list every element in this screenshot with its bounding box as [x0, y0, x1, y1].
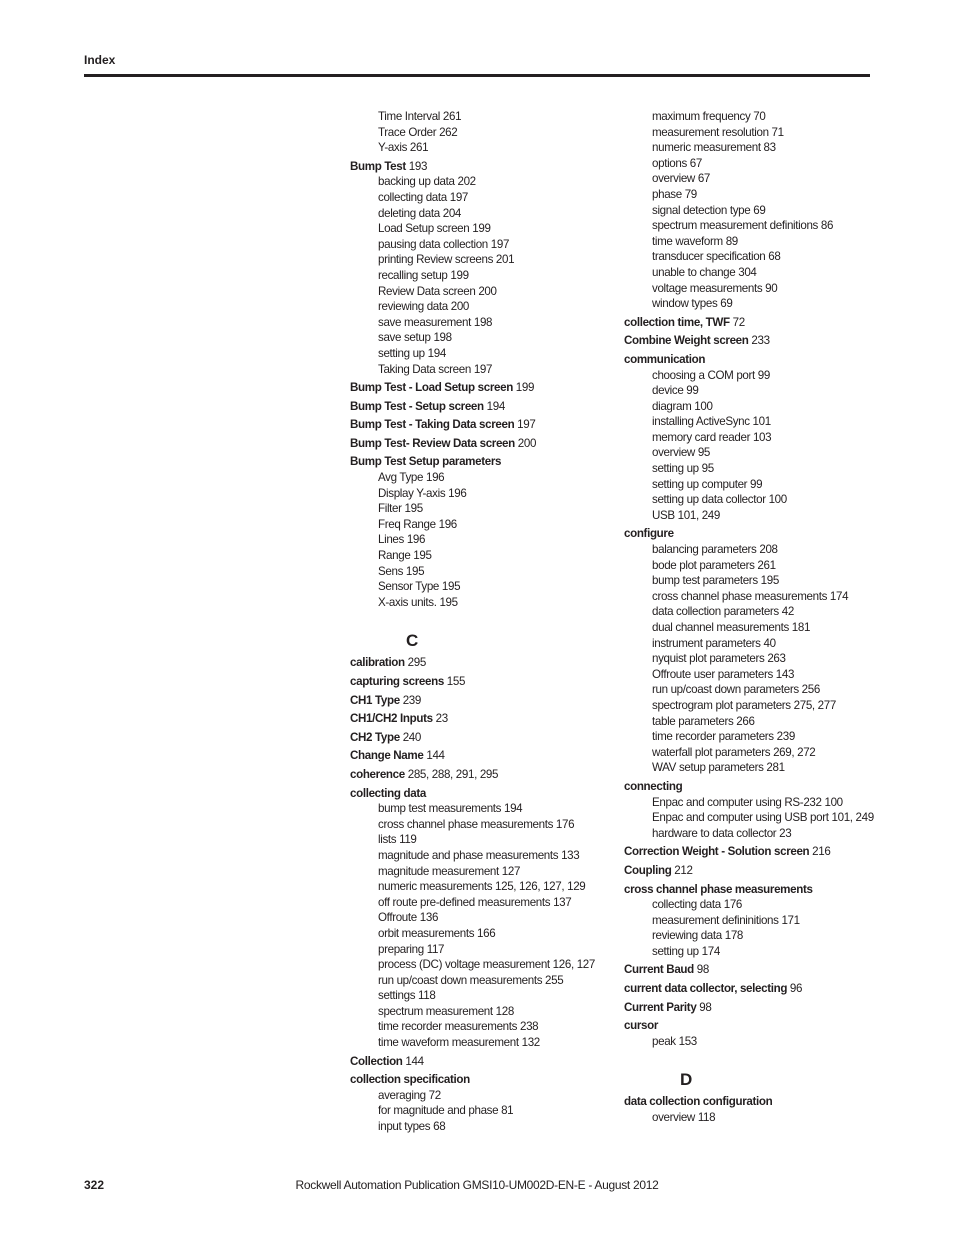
index-pages: 144	[423, 749, 445, 763]
index-subentry: settings 118	[378, 989, 436, 1003]
index-entry	[350, 655, 620, 671]
index-subentry: off route pre-defined measurements 137	[378, 895, 572, 909]
index-subentry: Filter 195	[378, 502, 423, 516]
index-entry	[624, 1094, 944, 1110]
index-subentry: printing Review screens 201	[378, 253, 515, 267]
index-entry	[350, 1072, 620, 1088]
index-term: connecting	[624, 779, 683, 793]
index-subentry: setting up data collector 100	[652, 493, 787, 507]
index-subentry: run up/coast down measurements 255	[378, 973, 564, 987]
index-subentry: Time Interval 261	[378, 110, 462, 123]
index-entry	[624, 1018, 944, 1034]
index-entry	[624, 981, 944, 997]
index-pages: 240	[399, 730, 421, 744]
index-subentry: averaging 72	[378, 1088, 441, 1102]
index-entry	[350, 380, 620, 396]
index-pages: 233	[748, 334, 770, 348]
index-pages: 193	[405, 159, 428, 173]
index-term: collection specification	[350, 1073, 470, 1087]
publication-footer: Rockwell Automation Publication GMSI10-UM002D-EN-E - August 2012	[295, 1178, 659, 1192]
index-subentry: WAV setup parameters 281	[652, 761, 785, 775]
index-term: Bump Test- Review Data screen	[350, 436, 515, 450]
index-subentry: bode plot parameters 261	[652, 558, 776, 572]
index-subentry: spectrum measurement 128	[378, 1004, 514, 1018]
index-subentry: hardware to data collector 23	[652, 826, 792, 840]
index-entry	[350, 417, 620, 433]
index-term: Coupling	[624, 863, 672, 877]
index-subentry: numeric measurements 125, 126, 127, 129	[378, 880, 586, 894]
index-entry	[350, 748, 620, 764]
index-subentry: Taking Data screen 197	[378, 362, 493, 376]
index-subentry: preparing 117	[378, 942, 445, 956]
index-pages: 96	[787, 982, 803, 996]
index-subentry: overview 67	[652, 172, 711, 186]
page-number: 322	[84, 1178, 105, 1192]
index-entry	[350, 674, 620, 690]
index-subentry: diagram 100	[652, 399, 713, 413]
index-subentry: Lines 196	[378, 533, 426, 547]
index-subentry: Display Y-axis 196	[378, 486, 467, 500]
index-subentry: signal detection type 69	[652, 203, 766, 217]
index-subentry: pausing data collection 197	[378, 237, 510, 251]
index-entry	[350, 693, 620, 709]
index-subentry: setting up 174	[652, 944, 720, 958]
index-subentry: save setup 198	[378, 331, 452, 345]
index-term: cross channel phase measurements	[624, 882, 813, 896]
index-term: collecting data	[350, 786, 426, 800]
index-pages: 23	[432, 712, 448, 726]
index-subentry: numeric measurement 83	[652, 141, 776, 155]
index-subentry: options 67	[652, 156, 703, 170]
index-subentry: collecting data 197	[378, 190, 469, 204]
index-subentry: time waveform measurement 132	[378, 1036, 540, 1050]
index-entry	[350, 786, 620, 802]
index-pages: 200	[514, 436, 537, 450]
index-subentry: time waveform 89	[652, 234, 738, 248]
index-subentry: process (DC) voltage measurement 126, 127	[378, 958, 595, 972]
index-pages: 212	[671, 863, 693, 877]
index-term: current data collector, selecting	[624, 982, 788, 996]
index-subentry: overview 95	[652, 446, 711, 460]
index-subentry: measurement resolution 71	[652, 125, 784, 139]
index-entry	[624, 352, 944, 368]
index-subentry: transducer specification 68	[652, 250, 781, 264]
index-pages: 144	[402, 1054, 424, 1068]
index-subentry: time recorder measurements 238	[378, 1020, 539, 1034]
index-subentry: for magnitude and phase 81	[378, 1104, 514, 1118]
index-entry	[624, 863, 944, 879]
index-subentry: cross channel phase measurements 174	[652, 589, 849, 603]
index-pages: 155	[443, 675, 466, 688]
index-subentry: magnitude measurement 127	[378, 864, 521, 878]
index-letter-heading: D	[680, 1070, 693, 1090]
index-subentry: peak 153	[652, 1034, 697, 1048]
index-subentry: installing ActiveSync 101	[652, 415, 771, 429]
index-subentry: spectrum measurement definitions 86	[652, 219, 834, 233]
index-entry	[624, 526, 944, 542]
index-term: Change Name	[350, 749, 424, 763]
index-term: data collection configuration	[624, 1095, 773, 1109]
index-subentry: Enpac and computer using RS-232 100	[652, 795, 843, 809]
index-subentry: setting up 95	[652, 462, 714, 476]
index-entry	[350, 767, 620, 783]
index-subentry: Sens 195	[378, 564, 425, 578]
index-subentry: Offroute 136	[378, 911, 439, 925]
index-subentry: deleting data 204	[378, 206, 462, 220]
index-term: coherence	[350, 767, 405, 781]
index-term: Current Parity	[624, 1000, 697, 1014]
index-subentry: measurement defininitions 171	[652, 913, 800, 927]
index-subentry: magnitude and phase measurements 133	[378, 848, 580, 862]
index-subentry: overview 118	[652, 1111, 716, 1125]
index-subentry: time recorder parameters 239	[652, 730, 795, 744]
index-pages: 72	[729, 315, 745, 329]
index-subentry: input types 68	[378, 1120, 446, 1134]
index-subentry: dual channel measurements 181	[652, 621, 811, 634]
index-subentry: Load Setup screen 199	[378, 222, 491, 236]
index-subentry: instrument parameters 40	[652, 636, 776, 650]
index-subentry: data collection parameters 42	[652, 605, 794, 619]
index-pages: 295	[404, 656, 426, 670]
running-header: Index	[84, 53, 116, 67]
index-subentry: orbit measurements 166	[378, 926, 496, 940]
index-subentry: Enpac and computer using USB port 101, 249	[652, 811, 874, 825]
index-subentry: setting up computer 99	[652, 477, 763, 491]
index-term: Bump Test - Taking Data screen	[350, 418, 515, 432]
index-entry	[624, 1000, 944, 1016]
index-entry	[350, 454, 620, 470]
index-subentry: X-axis units. 195	[378, 595, 458, 609]
index-entry	[350, 159, 620, 175]
index-term: Bump Test - Load Setup screen	[350, 381, 513, 395]
index-term: cursor	[624, 1019, 658, 1033]
index-pages: 239	[399, 693, 421, 707]
index-subentry: run up/coast down parameters 256	[652, 683, 820, 697]
index-subentry: choosing a COM port 99	[652, 368, 770, 382]
index-subentry: backing up data 202	[378, 175, 476, 189]
index-subentry: voltage measurements 90	[652, 281, 778, 295]
index-subentry: waterfall plot parameters 269, 272	[652, 745, 816, 759]
index-term: CH1/CH2 Inputs	[350, 712, 433, 726]
index-entry	[350, 1054, 620, 1070]
index-entry	[350, 399, 620, 415]
index-term: collection time, TWF	[624, 315, 730, 329]
index-subentry: phase 79	[652, 187, 697, 201]
index-subentry: Avg Type 196	[378, 471, 445, 485]
index-subentry: memory card reader 103	[652, 430, 772, 444]
index-subentry: recalling setup 199	[378, 268, 469, 282]
index-subentry: Trace Order 262	[378, 125, 458, 139]
index-entry	[624, 779, 944, 795]
index-subentry: save measurement 198	[378, 315, 493, 329]
index-subentry: Sensor Type 195	[378, 580, 461, 594]
index-subentry: collecting data 176	[652, 898, 743, 912]
index-subentry: setting up 194	[378, 346, 446, 360]
index-term: Bump Test	[350, 159, 406, 173]
index-subentry: table parameters 266	[652, 714, 755, 728]
index-entry	[624, 315, 944, 331]
index-pages: 285, 288, 291, 295	[404, 767, 499, 781]
index-subentry: bump test parameters 195	[652, 574, 779, 588]
index-term: Collection	[350, 1054, 403, 1068]
index-entry	[624, 962, 944, 978]
index-subentry: spectrogram plot parameters 275, 277	[652, 698, 836, 712]
header-rule	[84, 74, 870, 77]
index-subentry: USB 101, 249	[652, 508, 720, 522]
index-column-left	[350, 109, 620, 1135]
index-entry	[624, 882, 944, 898]
index-term: Correction Weight - Solution screen	[624, 845, 810, 859]
index-entry	[350, 711, 620, 727]
index-subentry: Review Data screen 200	[378, 284, 497, 298]
index-subentry: Range 195	[378, 549, 432, 563]
index-term: configure	[624, 527, 674, 541]
index-term: Bump Test - Setup screen	[350, 399, 484, 413]
index-subentry: nyquist plot parameters 263	[652, 652, 786, 666]
index-pages: 194	[483, 399, 505, 413]
index-pages: 98	[693, 963, 709, 977]
index-term: CH1 Type	[350, 693, 400, 707]
index-term: Bump Test Setup parameters	[350, 455, 502, 469]
index-subentry: unable to change 304	[652, 265, 757, 279]
index-subentry: device 99	[652, 384, 699, 398]
index-subentry: bump test measurements 194	[378, 802, 523, 816]
index-term: communication	[624, 352, 706, 366]
index-subentry: reviewing data 200	[378, 300, 470, 314]
index-entry	[350, 436, 620, 452]
index-entry	[624, 333, 944, 349]
index-pages: 197	[514, 418, 536, 432]
index-subentry: balancing parameters 208	[652, 543, 778, 557]
index-term: CH2 Type	[350, 730, 400, 744]
index-subentry: Y-axis 261	[378, 141, 429, 155]
index-subentry: maximum frequency 70	[652, 110, 766, 123]
index-entry	[624, 844, 944, 860]
index-letter-heading: C	[406, 631, 419, 651]
index-term: Combine Weight screen	[624, 334, 749, 348]
index-column-right	[624, 109, 944, 1126]
index-subentry: cross channel phase measurements 176	[378, 817, 575, 831]
index-subentry: reviewing data 178	[652, 929, 744, 943]
index-subentry: lists 119	[378, 833, 417, 847]
index-pages: 216	[809, 845, 831, 859]
index-subentry: Freq Range 196	[378, 517, 457, 531]
index-subentry: window types 69	[652, 297, 733, 311]
index-subentry: Offroute user parameters 143	[652, 667, 795, 681]
index-term: calibration	[350, 656, 405, 670]
index-entry	[350, 730, 620, 746]
index-pages: 199	[512, 381, 535, 395]
index-term: Current Baud	[624, 963, 694, 977]
index-term: capturing screens	[350, 675, 444, 688]
index-pages: 98	[696, 1000, 712, 1014]
